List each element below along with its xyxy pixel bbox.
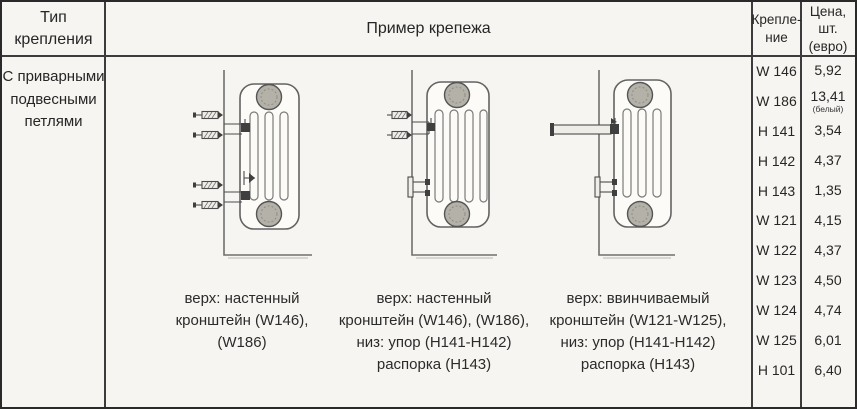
anchor-bolt-icon (387, 112, 412, 119)
prices-column (801, 56, 855, 409)
fastener-code: W 186 (756, 92, 797, 109)
fastener-code: H 142 (757, 152, 796, 169)
anchor-bolt-icon (193, 132, 223, 139)
fastener-code: W 123 (756, 272, 797, 289)
price-value (801, 295, 855, 325)
caption-line: кронштейн (W146), (W186), (338, 312, 530, 329)
screw-in-rod-icon (550, 118, 619, 136)
anchor-bolt-icon (193, 202, 223, 209)
fastener-code: W 124 (756, 302, 797, 319)
price-note: (белый) (812, 104, 844, 115)
price-number: 4,37 (814, 241, 842, 258)
fastener-codes-column (752, 56, 801, 409)
price-number: 1,35 (814, 182, 842, 199)
radiator-diagram-bracket-and-stop (387, 64, 527, 264)
header-fastener-line1: Крепле- (751, 12, 802, 28)
price-value (801, 206, 855, 236)
price-value (801, 146, 855, 176)
header-price (801, 2, 855, 56)
caption-line: распорка (H143) (580, 356, 696, 373)
fastener-code: W 146 (756, 62, 797, 79)
price-number: 4,15 (814, 211, 842, 228)
header-fastener-line2: ние (765, 30, 788, 45)
price-number: 5,92 (814, 62, 842, 79)
header-mount-example: Пример крепежа (366, 20, 491, 37)
caption-line: кронштейн (W146), (175, 312, 309, 329)
fastener-code: W 122 (756, 242, 797, 259)
price-value (801, 176, 855, 206)
caption-line: верх: настенный (376, 290, 492, 307)
caption-line: верх: настенный (184, 290, 300, 307)
caption-line: верх: ввинчиваемый (566, 290, 710, 307)
fastener-code: H 141 (757, 122, 796, 139)
price-number: 13,41 (810, 88, 846, 105)
anchor-bolt-icon (193, 182, 223, 189)
price-value (801, 86, 855, 116)
fastener-code: W 125 (756, 332, 797, 349)
price-value (801, 56, 855, 86)
price-number: 6,40 (814, 361, 842, 378)
caption-line: низ: упор (H141-H142) (356, 334, 512, 351)
price-number: 3,54 (814, 122, 842, 139)
caption-line: (W186) (217, 334, 267, 351)
anchor-bolt-icon (193, 112, 223, 119)
price-value (801, 235, 855, 265)
fastener-code: H 143 (757, 182, 796, 199)
header-fastener (752, 2, 801, 56)
header-mount-type: Тип крепления (14, 9, 93, 48)
fastener-code: H 101 (757, 362, 796, 379)
price-value (801, 325, 855, 355)
caption-line: низ: упор (H141-H142) (560, 334, 716, 351)
price-number: 4,50 (814, 271, 842, 288)
anchor-bolt-icon (387, 132, 412, 139)
mount-type-cell: С приварными подвесными петлями (2, 68, 105, 130)
price-number: 4,37 (814, 152, 842, 169)
header-price-line2: (евро) (808, 38, 848, 54)
price-value (801, 265, 855, 295)
fastener-code: W 121 (756, 212, 797, 229)
price-number: 4,74 (814, 301, 842, 318)
caption-line: распорка (H143) (376, 356, 492, 373)
diagram-caption-3 (513, 288, 763, 376)
header-price-line1: Цена, шт. (809, 3, 847, 37)
radiator-diagram-screw-in-bracket (547, 64, 687, 264)
price-value (801, 355, 855, 385)
price-number: 6,01 (814, 331, 842, 348)
price-value (801, 116, 855, 146)
radiator-diagram-wall-bracket (192, 64, 332, 264)
caption-line: кронштейн (W121-W125), (549, 312, 727, 329)
mount-example-cell (105, 56, 752, 409)
